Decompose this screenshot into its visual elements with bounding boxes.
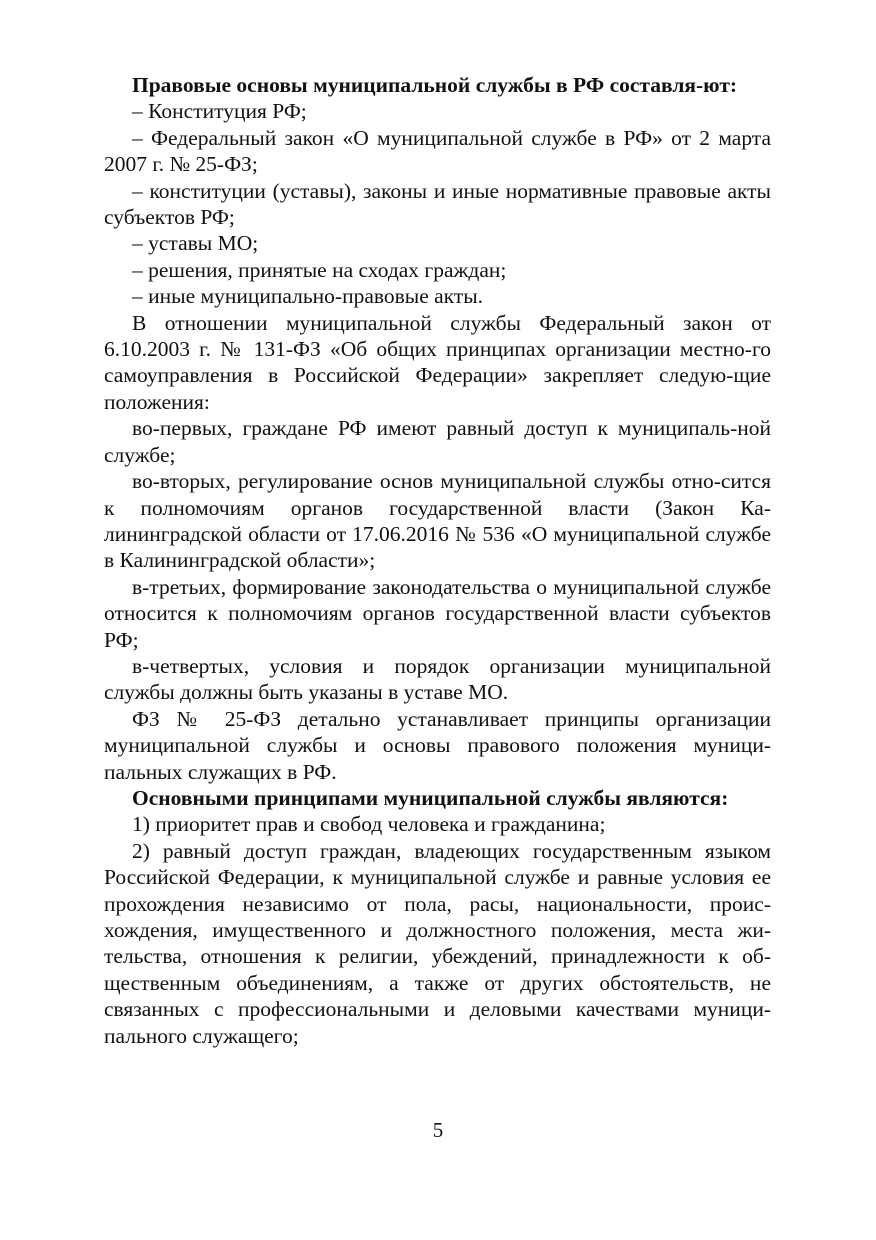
list-item-constitution: – Конституция РФ; bbox=[132, 99, 307, 124]
paragraph-law-131: В отношении муниципальной службы Федеральный закон от 6.10.2003 г. № 131-ФЗ «Об общих принципах организации местно-го самоуправления в Российской Федерации» закрепляет следую-щие положения: bbox=[104, 310, 771, 414]
list-item-mo-charters: – уставы МО; bbox=[132, 231, 259, 256]
paragraph-secondly: во-вторых, регулирование основ муниципальной службы отно-сится к полномочиям органов государственной власти (Закон Ка-лининградской области от 17.06.2016 № 536 «О муниципальной службе в Калининградской области»; bbox=[104, 469, 771, 573]
paragraph-fz-25: ФЗ № 25-ФЗ детально устанавливает принципы организации муниципальной службы и основы правового положения муници-пальных служащих в РФ. bbox=[104, 706, 771, 784]
body-text bbox=[104, 72, 771, 1049]
heading-legal-basis: Правовые основы муниципальной службы в РФ составля-ют: bbox=[132, 73, 738, 97]
list-item-other-acts: – иные муниципально-правовые акты. bbox=[132, 284, 484, 309]
list-item-subject-acts: – конституции (уставы), законы и иные нормативные правовые акты субъектов РФ; bbox=[104, 178, 771, 230]
list-item-citizen-decisions: – решения, принятые на сходах граждан; bbox=[132, 257, 507, 282]
principle-2: 2) равный доступ граждан, владеющих государственным языком Российской Федерации, к муниципальной службе и равные условия ее прохождения независимо от пола, расы, национальности, проис-хождения, имущественного и должностного положения, места жи-тельства, отношения к религии, убеждений, принадлежности к об-щественным объединениям, а также от других обстоятельств, не связанных с профессиональными и деловыми качествами муници-пального служащего; bbox=[104, 838, 771, 1048]
heading-main-principles: Основными принципами муниципальной службы являются: bbox=[132, 785, 729, 810]
paragraph-firstly: во-первых, граждане РФ имеют равный доступ к муниципаль-ной службе; bbox=[104, 416, 771, 467]
paragraph-fourthly: в-четвертых, условия и порядок организации муниципальной службы должны быть указаны в уставе МО. bbox=[104, 653, 771, 705]
principle-1: 1) приоритет прав и свобод человека и гражданина; bbox=[132, 812, 606, 837]
list-item-federal-law: – Федеральный закон «О муниципальной службе в РФ» от 2 марта 2007 г. № 25-ФЗ; bbox=[104, 125, 771, 177]
paragraph-thirdly: в-третьих, формирование законодательства о муниципальной службе относится к полномочиям органов государственной власти субъектов РФ; bbox=[104, 574, 771, 652]
page-number: 5 bbox=[432, 1118, 444, 1142]
